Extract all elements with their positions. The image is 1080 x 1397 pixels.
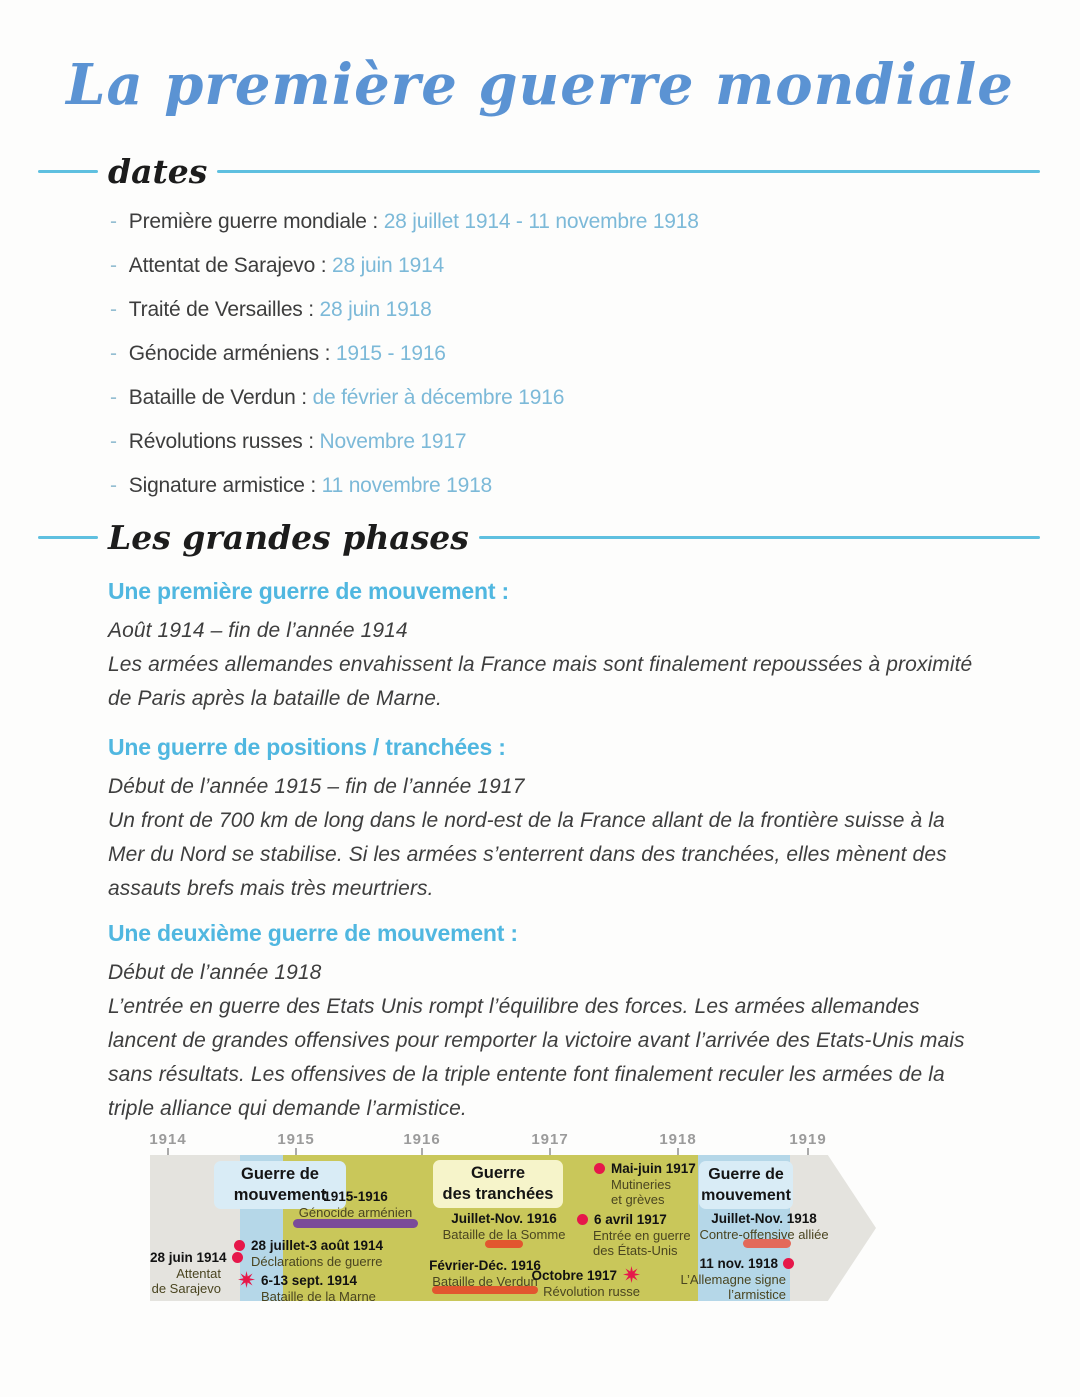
date-value: 28 juin 1918 (319, 298, 432, 321)
rule-line (479, 536, 1040, 539)
timeline-tick (677, 1148, 679, 1155)
section-rule-phases (38, 518, 1040, 557)
phase-heading: Une première guerre de mouvement : (108, 578, 509, 604)
timeline-year: 1919 (789, 1131, 827, 1148)
list-dash: - (110, 298, 117, 321)
date-value: 1915 - 1916 (335, 342, 446, 365)
list-dash: - (110, 474, 117, 497)
page-title: La première guerre mondiale (66, 52, 1014, 118)
date-value: 11 novembre 1918 (321, 474, 493, 497)
event-star-icon (623, 1266, 640, 1283)
phase-heading: Une deuxième guerre de mouvement : (108, 920, 518, 946)
phase-description: Un front de 700 km de long dans le nord-est de la France allant de la frontière suisse à la Mer du Nord se stabilise. Si les armées s’enterrent dans des tranchées, elles mènent des assauts brefs mais très meurtriers. (108, 809, 947, 900)
event-dot-icon (577, 1214, 588, 1225)
timeline-tick (807, 1148, 809, 1155)
date-label: Première guerre mondiale : (128, 210, 379, 233)
timeline-year: 1918 (659, 1131, 697, 1148)
date-value: 28 juillet 1914 - 11 novembre 1918 (383, 210, 699, 233)
phase-period: Début de l’année 1915 – fin de l’année 1917 (108, 775, 525, 798)
phase-text-block (108, 770, 974, 906)
timeline-tick (295, 1148, 297, 1155)
phase-label-movement-1: Guerre de mouvement (214, 1161, 346, 1209)
event-bataille-marne: 6-13 sept. 1914 Bataille de la Marne (238, 1271, 376, 1304)
list-dash: - (110, 254, 117, 277)
list-dash: - (110, 430, 117, 453)
phase-label-trenches: Guerre des tranchées (433, 1160, 563, 1208)
section-heading-phases: Les grandes phases (108, 518, 469, 557)
event-declarations-de-guerre: 28 juillet-3 août 1914 Déclarations de guerre (234, 1237, 383, 1269)
timeline-year: 1916 (403, 1131, 441, 1148)
event-dot-icon (783, 1258, 794, 1269)
phase-description: Les armées allemandes envahissent la France mais sont finalement repoussées à proximité de Paris après la bataille de Marne. (108, 653, 973, 710)
list-item (110, 341, 699, 366)
list-item (110, 253, 699, 278)
event-revolution-russe: Octobre 1917 Révolution russe (531, 1268, 640, 1299)
timeline-tick (421, 1148, 423, 1155)
date-label: Traité de Versailles : (128, 298, 314, 321)
event-sarajevo: 28 juin 1914 Attentat de Sarajevo (150, 1249, 234, 1296)
phase-text-block (108, 614, 974, 716)
phase-description: L’entrée en guerre des Etats Unis rompt l’équilibre des forces. Les armées allemandes lancent de grandes offensives pour remporter la victoire avant l’arrivée des Etats-Unis mais sans résultats. Les offensives de la triple entente font finalement reculer les armées de la triple alliance qui demande l’armistice. (108, 995, 965, 1120)
genocide-duration-bar (293, 1219, 418, 1228)
list-dash: - (110, 210, 117, 233)
list-item (110, 209, 699, 234)
rule-line (38, 170, 98, 173)
event-armistice: 11 nov. 1918 L’Allemagne signe l’armistice (678, 1255, 794, 1302)
list-dash: - (110, 342, 117, 365)
rule-line (38, 536, 98, 539)
dates-list (110, 209, 699, 517)
event-bataille-verdun: Février-Déc. 1916 Bataille de Verdun (429, 1258, 541, 1289)
timeline-tick (549, 1148, 551, 1155)
phase-label-movement-2: Guerre de mouvement (699, 1161, 793, 1209)
phase-heading: Une guerre de positions / tranchées : (108, 734, 506, 760)
timeline-tick (167, 1148, 169, 1155)
date-label: Attentat de Sarajevo : (128, 254, 327, 277)
event-contre-offensive: Juillet-Nov. 1918 Contre-offensive alliée (699, 1211, 829, 1242)
event-entree-etats-unis: 6 avril 1917 Entrée en guerre des États-Unis (577, 1211, 691, 1258)
list-item (110, 473, 699, 498)
date-label: Bataille de Verdun : (128, 386, 307, 409)
phase-text-block (108, 956, 974, 1126)
list-item (110, 385, 699, 410)
date-label: Révolutions russes : (128, 430, 314, 453)
date-label: Génocide arméniens : (128, 342, 331, 365)
timeline-year: 1917 (531, 1131, 569, 1148)
event-genocide-armenien: 1915-1916 Génocide arménien (298, 1189, 413, 1220)
timeline-figure (150, 1131, 878, 1309)
event-dot-icon (234, 1240, 245, 1251)
timeline-year: 1915 (277, 1131, 315, 1148)
section-rule-dates (38, 152, 1040, 191)
rule-line (217, 170, 1040, 173)
list-dash: - (110, 386, 117, 409)
event-bataille-somme: Juillet-Nov. 1916 Bataille de la Somme (442, 1211, 566, 1242)
date-value: de février à décembre 1916 (312, 386, 565, 409)
date-value: 28 juin 1914 (332, 254, 445, 277)
list-item (110, 297, 699, 322)
section-heading-dates: dates (108, 152, 208, 191)
date-label: Signature armistice : (128, 474, 317, 497)
phase-period: Début de l’année 1918 (108, 961, 322, 984)
event-dot-icon (594, 1163, 605, 1174)
event-mutineries: Mai-juin 1917 Mutineries et grèves (594, 1160, 696, 1207)
timeline-year: 1914 (149, 1131, 187, 1148)
phase-period: Août 1914 – fin de l’année 1914 (108, 619, 408, 642)
date-value: Novembre 1917 (319, 430, 467, 453)
list-item (110, 429, 699, 454)
event-star-icon (238, 1271, 255, 1288)
